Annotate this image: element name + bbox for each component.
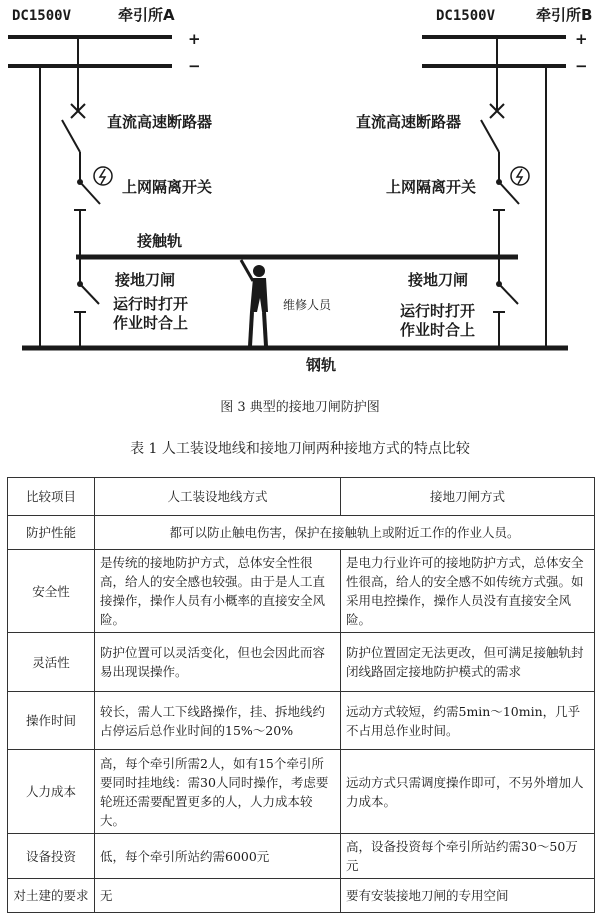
- minus-sign-b: −: [575, 57, 588, 75]
- figure-caption: 图 3 典型的接地刀闸防护图: [220, 400, 380, 415]
- isolator-a-blade: [80, 182, 100, 204]
- breaker-label-a: 直流高速断路器: [107, 113, 213, 131]
- table-caption: 表 1 人工装设地线和接地刀闸两种接地方式的特点比较: [130, 441, 470, 457]
- table-header-row: [8, 478, 595, 516]
- maintainer-label: 维修人员: [283, 298, 332, 312]
- header-switch: 接地刀闸方式: [341, 478, 595, 516]
- earth-switch-a-blade: [80, 284, 99, 304]
- station-b-voltage: DC1500V: [436, 8, 496, 24]
- table-row: [8, 633, 595, 692]
- row-item: 操作时间: [8, 692, 95, 750]
- earth-switch-b-blade: [499, 284, 518, 304]
- row-manual-cell: 是传统的接地防护方式，总体安全性很高，给人的安全感也较强。由于是人工直接操作，操作人员有小概率的直接安全风险。: [95, 550, 341, 633]
- lightning-b-icon: [517, 169, 522, 184]
- station-a-voltage: DC1500V: [12, 8, 72, 24]
- row-item: 设备投资: [8, 834, 95, 879]
- row-merged-cell: 都可以防止触电伤害，保护在接触轨上或附近工作的作业人员。: [95, 516, 595, 550]
- motor-a-icon: [94, 167, 112, 185]
- running-rail-label: 钢轨: [306, 356, 337, 372]
- row-item: 灵活性: [8, 633, 95, 692]
- row-manual-cell: 防护位置可以灵活变化，但也会因此而容易出现误操作。: [95, 633, 341, 692]
- isolator-label-a: 上网隔离开关: [122, 178, 213, 196]
- row-manual-cell: 高，每个牵引所需2人，如有15个牵引所要同时挂地线：需30人同时操作，考虑要轮班还需要配置更多的人，人力成本较大。: [95, 750, 341, 834]
- row-switch-cell: 高，设备投资每个牵引所站约需30～50万元: [341, 834, 595, 879]
- motor-b-icon: [511, 167, 529, 185]
- plus-sign-a: +: [188, 30, 201, 48]
- earth-switch-label-a: 接地刀闸: [115, 271, 176, 289]
- isolator-b-blade: [499, 182, 519, 204]
- breaker-b-blade: [481, 120, 499, 152]
- comparison-table: [7, 477, 595, 913]
- station-a-name: 牵引所A: [118, 6, 175, 24]
- operate-open-label-b: 运行时打开: [400, 302, 476, 320]
- header-manual: 人工装设地线方式: [95, 478, 341, 516]
- table-row: [8, 516, 595, 550]
- work-close-label-a: 作业时合上: [113, 314, 189, 332]
- header-item: 比较项目: [8, 478, 95, 516]
- table-row: [8, 692, 595, 750]
- maintainer-figure-icon: [241, 260, 268, 346]
- row-switch-cell: 是电力行业许可的接地防护方式，总体安全性很高，给人的安全感不如传统方式强。如采用电控操作，操作人员没有直接安全风险。: [341, 550, 595, 633]
- row-switch-cell: 防护位置固定无法更改，但可满足接触轨封闭线路固定接地防护模式的需求: [341, 633, 595, 692]
- table-row: [8, 834, 595, 879]
- work-close-label-b: 作业时合上: [400, 321, 476, 339]
- station-b-name: 牵引所B: [536, 6, 593, 24]
- earthing-switch-diagram: [0, 0, 600, 372]
- row-manual-cell: 低，每个牵引所站约需6000元: [95, 834, 341, 879]
- table-row: [8, 879, 595, 913]
- operate-open-label-a: 运行时打开: [113, 295, 189, 313]
- breaker-a-blade: [62, 120, 80, 152]
- row-item: 人力成本: [8, 750, 95, 834]
- row-switch-cell: 远动方式较短，约需5min～10min，几乎不占用总作业时间。: [341, 692, 595, 750]
- lightning-a-icon: [100, 169, 105, 184]
- minus-sign-a: −: [188, 57, 201, 75]
- table-row: [8, 750, 595, 834]
- row-switch-cell: 远动方式只需调度操作即可，不另外增加人力成本。: [341, 750, 595, 834]
- earth-switch-label-b: 接地刀闸: [408, 271, 469, 289]
- table-row: [8, 550, 595, 633]
- row-manual-cell: 较长，需人工下线路操作，挂、拆地线约占停运后总作业时间的15%～20%: [95, 692, 341, 750]
- row-item: 安全性: [8, 550, 95, 633]
- breaker-label-b: 直流高速断路器: [356, 113, 462, 131]
- isolator-label-b: 上网隔离开关: [386, 178, 477, 196]
- contact-rail-label: 接触轨: [137, 232, 183, 250]
- row-switch-cell: 要有安装接地刀闸的专用空间: [341, 879, 595, 913]
- plus-sign-b: +: [575, 30, 588, 48]
- row-item: 对土建的要求: [8, 879, 95, 913]
- row-manual-cell: 无: [95, 879, 341, 913]
- row-item: 防护性能: [8, 516, 95, 550]
